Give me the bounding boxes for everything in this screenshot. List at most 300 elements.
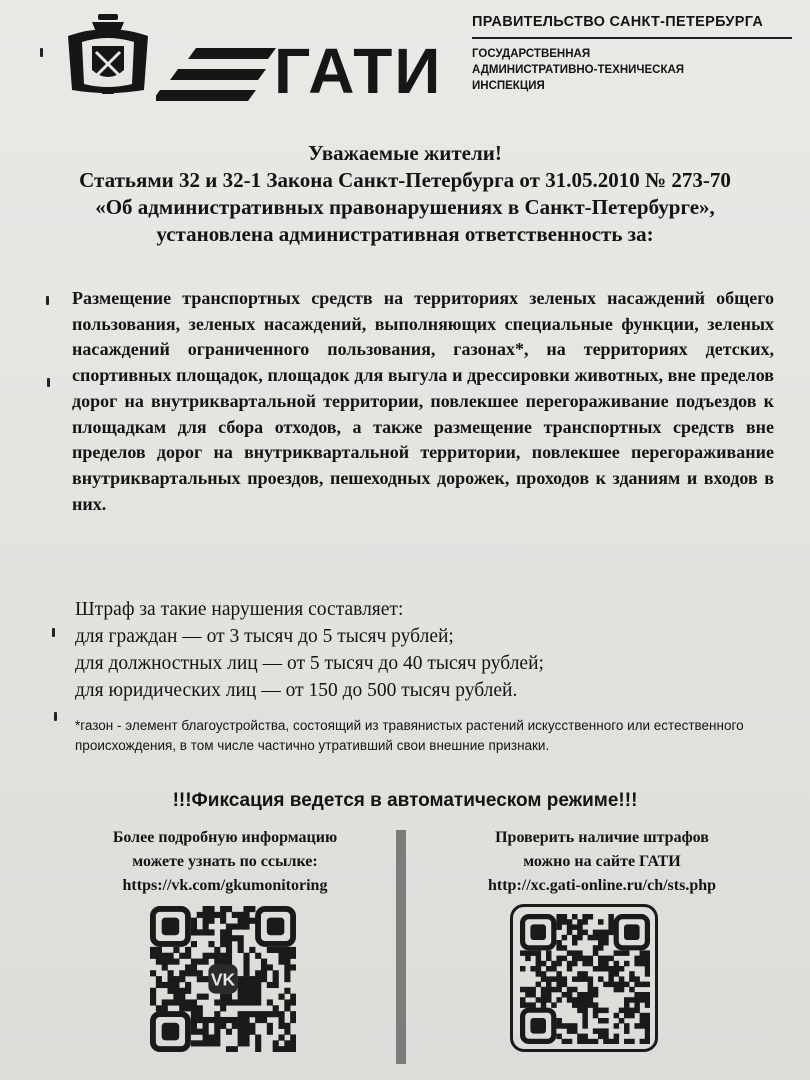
qr-module bbox=[267, 982, 273, 988]
qr-module bbox=[226, 924, 232, 930]
qr-module bbox=[593, 935, 599, 941]
qr-module bbox=[562, 1039, 568, 1044]
qr-module bbox=[567, 930, 573, 936]
qr-module bbox=[261, 959, 267, 965]
qr-module bbox=[572, 956, 578, 962]
qr-module bbox=[249, 918, 255, 924]
margin-mark bbox=[46, 296, 49, 305]
qr-module bbox=[614, 1039, 620, 1044]
qr-module bbox=[238, 947, 244, 953]
qr-module bbox=[603, 1039, 609, 1044]
qr-module bbox=[197, 970, 203, 976]
qr-module bbox=[249, 947, 255, 953]
qr-module bbox=[556, 945, 562, 951]
qr-module bbox=[645, 956, 650, 962]
qr-module bbox=[197, 959, 203, 965]
qr-module bbox=[556, 976, 562, 982]
qr-module bbox=[162, 964, 168, 970]
qr-module bbox=[572, 997, 578, 1003]
qr-module bbox=[572, 914, 578, 920]
qr-module bbox=[191, 941, 197, 947]
qr-finder-pattern bbox=[153, 1014, 188, 1049]
qr-module bbox=[593, 987, 599, 993]
qr-module bbox=[214, 1040, 220, 1046]
qr-module bbox=[168, 970, 174, 976]
qr-module bbox=[614, 1013, 620, 1019]
qr-module bbox=[556, 919, 562, 925]
qr-finder-pattern bbox=[616, 917, 647, 948]
qr-module bbox=[556, 1018, 562, 1024]
qr-module bbox=[150, 999, 156, 1005]
qr-module bbox=[536, 966, 542, 972]
qr-module bbox=[588, 982, 594, 988]
qr-module bbox=[551, 961, 557, 967]
qr-module bbox=[156, 947, 162, 953]
qr-module bbox=[191, 1017, 197, 1023]
qr-module bbox=[577, 935, 583, 941]
qr-module bbox=[567, 924, 573, 930]
qr-module bbox=[577, 1002, 583, 1008]
qr-module bbox=[582, 992, 588, 998]
qr-module bbox=[284, 1029, 290, 1035]
qr-module bbox=[588, 935, 594, 941]
qr-module bbox=[520, 966, 526, 972]
qr-module bbox=[614, 1034, 620, 1040]
qr-module bbox=[249, 976, 255, 982]
qr-module bbox=[593, 1028, 599, 1034]
qr-module bbox=[562, 976, 568, 982]
qr-module bbox=[226, 1046, 232, 1052]
qr-module bbox=[608, 924, 614, 930]
qr-module bbox=[567, 1039, 573, 1044]
qr-module bbox=[191, 999, 197, 1005]
qr-module bbox=[226, 953, 232, 959]
qr-module bbox=[551, 1002, 557, 1008]
qr-module bbox=[562, 992, 568, 998]
qr-module bbox=[168, 953, 174, 959]
qr-module bbox=[156, 982, 162, 988]
qr-module bbox=[191, 918, 197, 924]
inspection-line: АДМИНИСТРАТИВНО-ТЕХНИЧЕСКАЯ bbox=[472, 64, 685, 76]
qr-module bbox=[290, 994, 296, 1000]
qr-module bbox=[238, 941, 244, 947]
qr-module bbox=[567, 997, 573, 1003]
qr-module bbox=[255, 982, 261, 988]
qr-module bbox=[243, 976, 249, 982]
qr-code-gati-icon[interactable] bbox=[520, 914, 650, 1044]
qr-module bbox=[582, 971, 588, 977]
qr-module bbox=[243, 953, 249, 959]
qr-module bbox=[520, 987, 526, 993]
qr-module bbox=[567, 987, 573, 993]
qr-module bbox=[290, 1046, 296, 1052]
inspection-line: ИНСПЕКЦИЯ bbox=[472, 80, 545, 92]
qr-module bbox=[156, 953, 162, 959]
check-fines-label: можно на сайте ГАТИ bbox=[523, 853, 681, 870]
qr-module bbox=[290, 964, 296, 970]
qr-module bbox=[203, 929, 209, 935]
qr-module bbox=[197, 1040, 203, 1046]
qr-module bbox=[203, 1023, 209, 1029]
qr-module bbox=[577, 992, 583, 998]
qr-module bbox=[238, 1029, 244, 1035]
qr-module bbox=[619, 1008, 625, 1014]
qr-module bbox=[179, 1005, 185, 1011]
qr-module bbox=[572, 961, 578, 967]
qr-module bbox=[267, 947, 273, 953]
qr-module bbox=[634, 982, 640, 988]
qr-module bbox=[185, 999, 191, 1005]
qr-module bbox=[243, 1017, 249, 1023]
qr-module bbox=[238, 924, 244, 930]
qr-module bbox=[249, 1011, 255, 1017]
qr-module bbox=[520, 1002, 526, 1008]
qr-module bbox=[191, 1005, 197, 1011]
qr-module bbox=[284, 953, 290, 959]
qr-module bbox=[520, 997, 526, 1003]
qr-module bbox=[261, 1017, 267, 1023]
qr-module bbox=[556, 997, 562, 1003]
qr-module bbox=[577, 1039, 583, 1044]
qr-module bbox=[582, 956, 588, 962]
qr-module bbox=[593, 1002, 599, 1008]
more-info-label: можете узнать по ссылке: bbox=[132, 853, 318, 870]
qr-module bbox=[556, 982, 562, 988]
qr-module bbox=[603, 1028, 609, 1034]
qr-module bbox=[238, 1040, 244, 1046]
qr-module bbox=[603, 1008, 609, 1014]
qr-module bbox=[640, 1018, 646, 1024]
qr-module bbox=[232, 935, 238, 941]
qr-module bbox=[598, 930, 604, 936]
inspection-line: ГОСУДАРСТВЕННАЯ bbox=[472, 48, 591, 60]
qr-module bbox=[214, 953, 220, 959]
qr-module bbox=[603, 1018, 609, 1024]
qr-module bbox=[530, 966, 536, 972]
qr-module bbox=[278, 947, 284, 953]
qr-code-vk-icon[interactable] bbox=[150, 906, 296, 1052]
gati-link[interactable]: http://xc.gati-online.ru/ch/sts.php bbox=[487, 877, 717, 894]
qr-module bbox=[577, 997, 583, 1003]
qr-module bbox=[593, 945, 599, 951]
qr-module bbox=[624, 997, 630, 1003]
qr-module bbox=[598, 961, 604, 967]
qr-module bbox=[214, 947, 220, 953]
law-reference: Статьями 32 и 32-1 Закона Санкт-Петербурга от 31.05.2010 № 273-70 bbox=[79, 168, 731, 192]
qr-module bbox=[284, 947, 290, 953]
qr-module bbox=[546, 956, 552, 962]
fines-intro: Штраф за такие нарушения составляет: bbox=[75, 599, 404, 620]
qr-module bbox=[562, 956, 568, 962]
qr-module bbox=[645, 1018, 650, 1024]
qr-module bbox=[284, 959, 290, 965]
qr-module bbox=[619, 976, 625, 982]
qr-module bbox=[267, 1011, 273, 1017]
qr-module bbox=[238, 1034, 244, 1040]
qr-module bbox=[562, 1023, 568, 1028]
qr-module bbox=[185, 988, 191, 994]
margin-mark bbox=[47, 378, 50, 387]
qr-module bbox=[634, 1002, 640, 1008]
qr-module bbox=[255, 1040, 261, 1046]
notice-heading bbox=[30, 140, 780, 248]
qr-module bbox=[284, 1005, 290, 1011]
qr-module bbox=[232, 1046, 238, 1052]
qr-module bbox=[173, 947, 179, 953]
inspection-name bbox=[472, 46, 792, 94]
qr-module bbox=[629, 1013, 635, 1019]
qr-module bbox=[284, 964, 290, 970]
qr-module bbox=[572, 1002, 578, 1008]
qr-module bbox=[546, 976, 552, 982]
automatic-recording-alert: !!!Фиксация ведется в автоматическом режиме!!! bbox=[172, 790, 638, 811]
qr-module bbox=[238, 1023, 244, 1029]
qr-module bbox=[598, 956, 604, 962]
qr-module bbox=[629, 1008, 635, 1014]
qr-module bbox=[290, 1034, 296, 1040]
qr-module bbox=[162, 1005, 168, 1011]
more-info-label: Более подробную информацию bbox=[112, 829, 338, 846]
qr-module bbox=[634, 976, 640, 982]
qr-module bbox=[255, 1011, 261, 1017]
qr-module bbox=[634, 1008, 640, 1014]
info-column-left bbox=[55, 826, 395, 898]
qr-module bbox=[208, 906, 214, 912]
qr-module bbox=[261, 964, 267, 970]
qr-module bbox=[255, 970, 261, 976]
qr-module bbox=[572, 935, 578, 941]
qr-module bbox=[614, 950, 620, 956]
qr-module bbox=[203, 976, 209, 982]
qr-module bbox=[203, 906, 209, 912]
qr-module bbox=[197, 1005, 203, 1011]
qr-module bbox=[168, 982, 174, 988]
qr-module bbox=[546, 966, 552, 972]
qr-module bbox=[191, 929, 197, 935]
qr-module bbox=[588, 914, 594, 920]
qr-module bbox=[249, 1023, 255, 1029]
qr-module bbox=[541, 971, 547, 977]
qr-module bbox=[624, 1013, 630, 1019]
qr-module bbox=[243, 906, 249, 912]
qr-module bbox=[582, 961, 588, 967]
qr-module bbox=[577, 976, 583, 982]
qr-module bbox=[261, 976, 267, 982]
qr-module bbox=[572, 987, 578, 993]
qr-module bbox=[150, 988, 156, 994]
qr-module bbox=[238, 988, 244, 994]
qr-module bbox=[278, 953, 284, 959]
qr-module bbox=[162, 953, 168, 959]
qr-module bbox=[267, 1029, 273, 1035]
vk-link[interactable]: https://vk.com/gkumonitoring bbox=[122, 877, 328, 894]
qr-module bbox=[226, 947, 232, 953]
qr-module bbox=[556, 940, 562, 946]
qr-module bbox=[191, 964, 197, 970]
qr-module bbox=[645, 1023, 650, 1028]
qr-module bbox=[556, 961, 562, 967]
qr-module bbox=[577, 930, 583, 936]
qr-module bbox=[624, 961, 630, 967]
qr-module bbox=[541, 987, 547, 993]
qr-module bbox=[582, 1008, 588, 1014]
qr-module bbox=[608, 976, 614, 982]
margin-mark bbox=[54, 712, 57, 721]
qr-module bbox=[226, 959, 232, 965]
qr-module bbox=[220, 906, 226, 912]
qr-module bbox=[536, 956, 542, 962]
qr-module bbox=[536, 997, 542, 1003]
qr-module bbox=[598, 1008, 604, 1014]
qr-module bbox=[284, 1040, 290, 1046]
qr-module bbox=[629, 987, 635, 993]
qr-module bbox=[541, 976, 547, 982]
qr-module bbox=[238, 1011, 244, 1017]
qr-module bbox=[162, 982, 168, 988]
qr-module bbox=[226, 941, 232, 947]
qr-module bbox=[220, 953, 226, 959]
qr-module bbox=[582, 1039, 588, 1044]
qr-module bbox=[634, 961, 640, 967]
qr-module bbox=[173, 994, 179, 1000]
qr-module bbox=[191, 1011, 197, 1017]
qr-module bbox=[255, 1017, 261, 1023]
qr-finder-pattern bbox=[523, 917, 554, 948]
qr-module bbox=[598, 1028, 604, 1034]
qr-module bbox=[290, 999, 296, 1005]
qr-module bbox=[520, 950, 526, 956]
qr-module bbox=[640, 1013, 646, 1019]
qr-module bbox=[284, 1046, 290, 1052]
qr-module bbox=[278, 1034, 284, 1040]
qr-module bbox=[619, 966, 625, 972]
qr-module bbox=[588, 992, 594, 998]
qr-module bbox=[243, 994, 249, 1000]
qr-module bbox=[197, 912, 203, 918]
qr-module bbox=[536, 971, 542, 977]
qr-module bbox=[582, 914, 588, 920]
qr-module bbox=[634, 997, 640, 1003]
qr-module bbox=[603, 940, 609, 946]
qr-module bbox=[278, 1046, 284, 1052]
qr-module bbox=[238, 982, 244, 988]
qr-module bbox=[261, 970, 267, 976]
lawn-footnote: *газон - элемент благоустройства, состоящий из травянистых растений искусственного или естественного происхождения, в том числе частично утративший свои внешние признаки. bbox=[75, 718, 744, 753]
qr-module bbox=[634, 956, 640, 962]
qr-module bbox=[593, 930, 599, 936]
qr-module bbox=[598, 935, 604, 941]
qr-module bbox=[290, 1011, 296, 1017]
qr-module bbox=[645, 1039, 650, 1044]
qr-module bbox=[197, 976, 203, 982]
qr-module bbox=[273, 982, 279, 988]
qr-module bbox=[273, 1046, 279, 1052]
qr-module bbox=[608, 971, 614, 977]
qr-module bbox=[536, 961, 542, 967]
qr-module bbox=[640, 997, 646, 1003]
qr-module bbox=[582, 1013, 588, 1019]
qr-module bbox=[232, 999, 238, 1005]
qr-module bbox=[255, 994, 261, 1000]
qr-module bbox=[640, 1039, 646, 1044]
qr-module bbox=[598, 1034, 604, 1040]
qr-module bbox=[624, 982, 630, 988]
qr-module bbox=[243, 912, 249, 918]
qr-module bbox=[572, 1023, 578, 1028]
qr-module bbox=[614, 961, 620, 967]
qr-module bbox=[156, 1005, 162, 1011]
qr-module bbox=[546, 987, 552, 993]
qr-module bbox=[645, 1034, 650, 1040]
qr-module bbox=[530, 1002, 536, 1008]
qr-module bbox=[582, 1023, 588, 1028]
qr-module bbox=[214, 912, 220, 918]
qr-module bbox=[214, 1034, 220, 1040]
qr-module bbox=[588, 956, 594, 962]
qr-module bbox=[567, 992, 573, 998]
qr-module bbox=[562, 945, 568, 951]
qr-finder-pattern bbox=[523, 1010, 554, 1041]
qr-module bbox=[191, 1029, 197, 1035]
qr-module bbox=[614, 966, 620, 972]
qr-module bbox=[546, 982, 552, 988]
qr-module bbox=[582, 919, 588, 925]
qr-module bbox=[208, 1034, 214, 1040]
qr-module bbox=[238, 994, 244, 1000]
qr-module bbox=[624, 1002, 630, 1008]
qr-module bbox=[284, 988, 290, 994]
qr-module bbox=[191, 1023, 197, 1029]
qr-module bbox=[588, 961, 594, 967]
qr-module bbox=[603, 956, 609, 962]
qr-module bbox=[572, 950, 578, 956]
qr-module bbox=[243, 924, 249, 930]
qr-module bbox=[525, 987, 531, 993]
qr-module bbox=[546, 950, 552, 956]
qr-module bbox=[238, 976, 244, 982]
qr-module bbox=[226, 999, 232, 1005]
qr-module bbox=[255, 953, 261, 959]
qr-module bbox=[614, 1023, 620, 1028]
qr-module bbox=[278, 994, 284, 1000]
qr-module bbox=[541, 1002, 547, 1008]
gati-logo-text: ГАТИ bbox=[274, 35, 443, 107]
qr-module bbox=[197, 994, 203, 1000]
qr-module bbox=[179, 976, 185, 982]
qr-module bbox=[162, 999, 168, 1005]
qr-module bbox=[582, 930, 588, 936]
qr-module bbox=[603, 982, 609, 988]
qr-module bbox=[577, 919, 583, 925]
qr-module bbox=[572, 940, 578, 946]
qr-module bbox=[629, 971, 635, 977]
qr-module bbox=[232, 1017, 238, 1023]
qr-module bbox=[530, 987, 536, 993]
qr-module bbox=[541, 997, 547, 1003]
qr-module bbox=[598, 966, 604, 972]
qr-module bbox=[593, 950, 599, 956]
qr-module bbox=[624, 1028, 630, 1034]
qr-module bbox=[255, 999, 261, 1005]
qr-module bbox=[232, 1023, 238, 1029]
qr-module bbox=[525, 956, 531, 962]
qr-module bbox=[546, 997, 552, 1003]
qr-module bbox=[582, 1034, 588, 1040]
fine-item-legal-entities: для юридических лиц — от 150 до 500 тысяч рублей. bbox=[75, 680, 518, 701]
qr-module bbox=[567, 966, 573, 972]
greeting: Уважаемые жители! bbox=[308, 141, 502, 165]
qr-module bbox=[640, 956, 646, 962]
